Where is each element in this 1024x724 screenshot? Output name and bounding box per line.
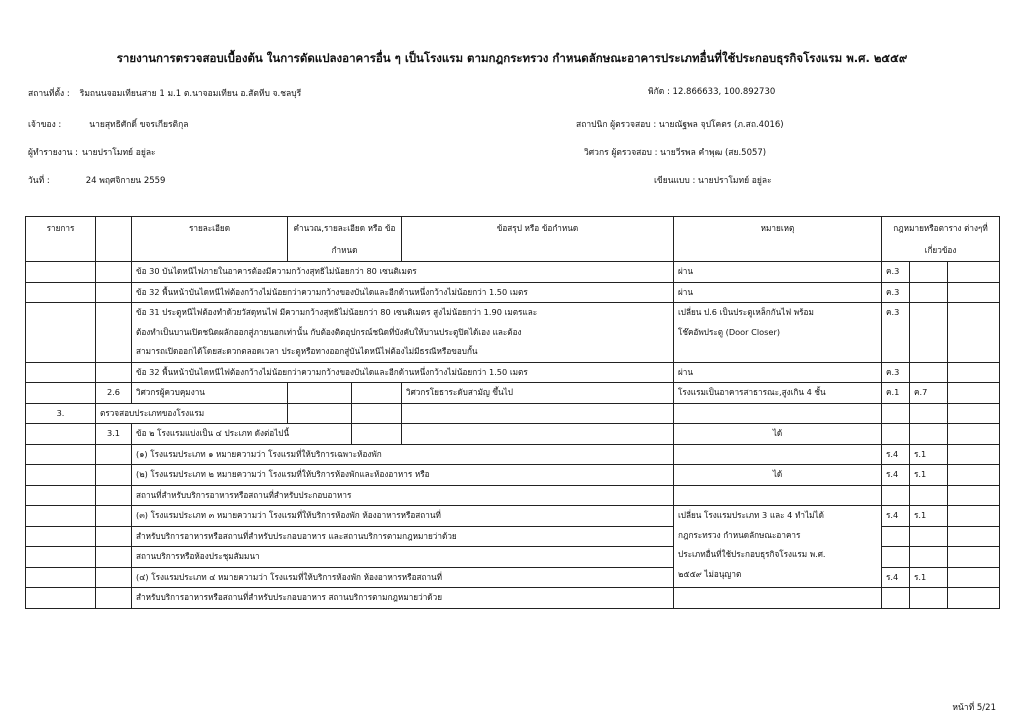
row-law: ค.3 [882,362,910,383]
table-row [26,262,1000,283]
header-law: กฎหมายหรือตาราง ต่างๆที่เกี่ยวข้อง [882,217,1000,262]
row-remark: ได้ [674,424,882,445]
row-law: ค.1 [882,383,910,404]
row-remark: ผ่าน [674,282,882,303]
merged-remark-line: กฎกระทรวง กำหนดลักษณะอาคาร [678,529,801,540]
row-number: 3.1 [96,424,132,445]
header-blank [96,217,132,262]
header-detail: รายละเอียด [132,217,288,262]
engineer-inspector: วิศวกร ผู้ตรวจสอบ : นายวีรพล คำพุฒ (สย.5057) [584,148,767,158]
row-text: สำหรับบริการอาหารหรือสถานที่สำหรับประกอบอาหาร สถานบริการตามกฎหมายว่าด้วย [132,588,674,609]
location-line [28,86,301,100]
row-text: (๔) โรงแรมประเภท ๔ หมายความว่า โรงแรมที่ให้บริการห้องพัก ห้องอาหารหรือสถานที่ [132,567,674,588]
row-summary: วิศวกรโยธาระดับสามัญ ขึ้นไป [402,383,674,404]
row-text: สถานบริการหรือห้องประชุมสัมมนา [132,547,674,568]
table-row [26,362,1000,383]
row-law: ร.1 [910,465,948,486]
row-law: ค.3 [882,262,910,283]
merged-remark [674,506,882,588]
row-detail: วิศวกรผู้ควบคุมงาน [132,383,288,404]
row-text: ตรวจสอบประเภทของโรงแรม [96,403,288,424]
header-item: รายการ [26,217,96,262]
table-row [26,485,1000,506]
table-row [26,444,1000,465]
reporter-value: นายปราโมทย์ อยู่ละ [81,148,156,158]
owner-line [28,117,188,131]
row-remark-line: โช๊คอัพประตู (Door Closer) [678,326,781,337]
row-text: ข้อ 32 พื้นหน้าบันไดหนีไฟต้องกว้างไม่น้อยกว่าความกว้างของบันไดและอีกด้านหนึ่งกว้างไม่น้อยกว่า 1.50 เมตร [132,362,674,383]
merged-remark-line: เปลี่ยน โรงแรมประเภท 3 และ 4 ทำไม่ได้ [678,510,824,520]
architect-inspector: สถาปนิก ผู้ตรวจสอบ : นายณัฐพล จุปโคตร (ภ.สถ.4016) [576,120,784,130]
row-text-line: ต้องทำเป็นบานเปิดชนิดผลักออกสู่ภายนอกเท่านั้น กับต้องติดอุปกรณ์ชนิดที่บังคับให้บานประตูปิดได้เอง และต้อง [136,326,522,337]
row-text: สถานที่สำหรับบริการอาหารหรือสถานที่สำหรับประกอบอาหาร [132,485,674,506]
header-calc: คำนวณ,รายละเอียด หรือ ข้อกำหนด [288,217,402,262]
date-line [28,173,165,187]
row-number: 2.6 [96,383,132,404]
table-row [26,282,1000,303]
page-number: หน้าที่ 5/21 [952,703,996,713]
date-value: 24 พฤศจิกายน 2559 [85,176,166,186]
drafter: เขียนแบบ : นายปราโมทย์ อยู่ละ [654,176,772,186]
table-header [26,217,1000,262]
row-remark: ได้ [674,465,882,486]
row-law: ร.4 [882,465,910,486]
row-text: (๒) โรงแรมประเภท ๒ หมายความว่า โรงแรมที่ให้บริการห้องพักและห้องอาหาร หรือ [132,465,674,486]
date-label: วันที่ : [28,176,50,186]
row-law: ร.1 [910,567,948,588]
location-value: ริมถนนจอมเทียนสาย 1 ม.1 ต.นาจอมเทียน อ.สัตหีบ จ.ชลบุรี [79,89,302,99]
row-remark: ผ่าน [674,262,882,283]
header-summary: ข้อสรุป หรือ ข้อกำหนด [402,217,674,262]
reporter-label: ผู้ทำรายงาน : [28,148,78,158]
row-remark: ผ่าน [674,362,882,383]
merged-remark-line: ๒๕๕๙ ไม่อนุญาต [678,568,742,579]
row-law: ค.7 [910,383,948,404]
row-item: 3. [26,403,96,424]
row-text: (๓) โรงแรมประเภท ๓ หมายความว่า โรงแรมที่ให้บริการห้องพัก ห้องอาหารหรือสถานที่ [132,506,674,527]
row-law: ร.4 [882,506,910,527]
table-row [26,303,1000,363]
row-text: สำหรับบริการอาหารหรือสถานที่สำหรับประกอบอาหาร และสถานบริการตามกฎหมายว่าด้วย [132,526,674,547]
row-law: ร.4 [882,567,910,588]
page-title: รายงานการตรวจสอบเบื้องต้น ในการดัดแปลงอาคารอื่น ๆ เป็นโรงแรม ตามกฎกระทรวง กำหนดลักษณะอาคารประเภทอื่นที่ใช้ประกอบธุรกิจโรงแรม พ.ศ. ๒๕๕๙ [116,51,908,65]
row-text: (๑) โรงแรมประเภท ๑ หมายความว่า โรงแรมที่ให้บริการเฉพาะห้องพัก [132,444,674,465]
table-row [26,588,1000,609]
row-text-line: สามารถเปิดออกได้โดยสะดวกตลอดเวลา ประตูหรือทางออกสู่บันไดหนีไฟต้องไม่มีธรณีหรือขอบกั้น [136,346,478,356]
table-row [26,424,1000,445]
row-remark [674,303,882,363]
row-law: ร.4 [882,444,910,465]
row-text: ข้อ 30 บันไดหนีไฟภายในอาคารต้องมีความกว้างสุทธิไม่น้อยกว่า 80 เซนติเมตร [132,262,674,283]
row-remark: โรงแรมเป็นอาคารสาธารณะ,สูงเกิน 4 ชั้น [674,383,882,404]
header-remark: หมายเหตุ [674,217,882,262]
table-row [26,506,1000,527]
row-law: ร.1 [910,506,948,527]
reporter-line [28,145,156,159]
location-label: สถานที่ตั้ง : [28,89,70,99]
owner-label: เจ้าของ : [28,120,62,130]
row-text: ข้อ ๒ โรงแรมแบ่งเป็น ๔ ประเภท ดังต่อไปนี้ [132,424,352,445]
owner-value: นายสุทธิศักดิ์ ขจรเกียรติกุล [89,120,189,130]
coordinates: พิกัด : 12.866633, 100.892730 [648,87,776,97]
merged-remark-line: ประเภทอื่นที่ใช้ประกอบธุรกิจโรงแรม พ.ศ. [678,549,826,559]
row-law: ค.3 [882,282,910,303]
row-law: ค.3 [882,303,910,363]
table-row [26,383,1000,404]
row-text: ข้อ 32 พื้นหน้าบันไดหนีไฟต้องกว้างไม่น้อยกว่าความกว้างของบันไดและอีกด้านหนึ่งกว้างไม่น้อยกว่า 1.50 เมตร [132,282,674,303]
row-text [132,303,674,363]
table-row [26,403,1000,424]
table-row [26,465,1000,486]
row-remark-line: เปลี่ยน ป.6 เป็นประตูเหล็กกันไฟ พร้อม [678,307,814,317]
row-law: ร.1 [910,444,948,465]
inspection-table [25,216,1000,609]
row-text-line: ข้อ 31 ประตูหนีไฟต้องทำด้วยวัสดุทนไฟ มีความกว้างสุทธิไม่น้อยกว่า 80 เซนติเมตร สูงไม่น้อยกว่า 1.90 เมตรและ [136,307,538,317]
